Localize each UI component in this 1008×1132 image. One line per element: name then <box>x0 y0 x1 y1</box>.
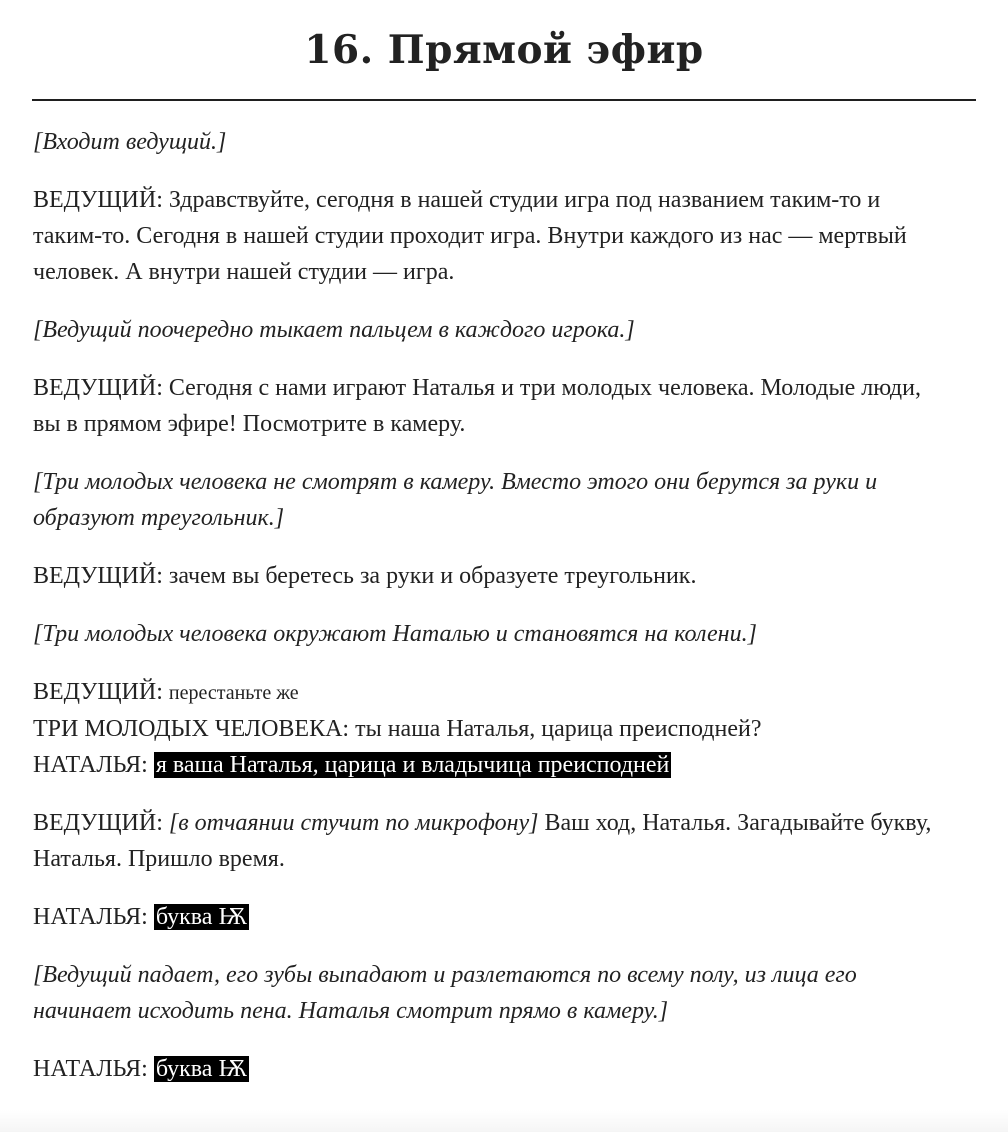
title-divider <box>32 99 976 101</box>
speaker-name: ВЕДУЩИЙ: <box>33 187 163 213</box>
page-title: 16. Прямой эфир <box>304 27 704 73</box>
stage-direction: [Входит ведущий.] <box>33 129 227 155</box>
dialogue-text: Ваш ход, Наталья. Загадывайте букву, Наталья. Пришло время. <box>33 810 932 872</box>
stage-direction: [Три молодых человека не смотрят в камеру. Вместо этого они берутся за руки и образуют треугольник.] <box>33 469 878 531</box>
highlighted-text: буква Ѭ <box>155 904 248 930</box>
speaker-name: НАТАЛЬЯ: <box>33 904 148 930</box>
dialogue-line <box>33 370 953 442</box>
inline-direction: [в отчаянии стучит по микрофону] <box>168 810 539 836</box>
dialogue-text: зачем вы беретесь за руки и образуете треугольник. <box>168 563 697 589</box>
speaker-name: ТРИ МОЛОДЫХ ЧЕЛОВЕКА: <box>33 716 350 742</box>
speaker-name: НАТАЛЬЯ: <box>33 1056 148 1082</box>
stage-direction: [Ведущий падает, его зубы выпадают и разлетаются по всему полу, из лица его начинает исходить пена. Наталья смотрит прямо в камеру.] <box>33 962 857 1024</box>
dialogue-text: Сегодня с нами играют Наталья и три молодых человека. Молодые люди, вы в прямом эфире! Посмотрите в камеру. <box>33 375 921 437</box>
bottom-fade <box>0 1110 1008 1132</box>
script-body <box>33 124 953 1109</box>
dialogue-line <box>33 558 953 594</box>
dialogue-text: перестаньте же <box>168 682 299 704</box>
speaker-name: ВЕДУЩИЙ: <box>33 375 163 401</box>
highlighted-text: буква Ѭ <box>155 1056 248 1082</box>
dialogue-line <box>33 711 953 747</box>
dialogue-text: ты наша Наталья, царица преисподней? <box>355 716 762 742</box>
dialogue-text: Здравствуйте, сегодня в нашей студии игра под названием таким-то и таким-то. Сегодня в нашей студии проходит игра. Внутри каждого из нас — мертвый человек. А внутри нашей студии — игра. <box>33 187 907 285</box>
highlighted-text: я ваша Наталья, царица и владычица преисподней <box>155 752 670 778</box>
dialogue-line <box>33 674 953 711</box>
dialogue-line <box>33 182 953 290</box>
dialogue-line <box>33 899 953 935</box>
dialogue-line <box>33 747 953 783</box>
stage-direction: [Три молодых человека окружают Наталью и становятся на колени.] <box>33 621 757 647</box>
dialogue-line <box>33 1051 953 1087</box>
speaker-name: НАТАЛЬЯ: <box>33 752 148 778</box>
stage-direction: [Ведущий поочередно тыкает пальцем в каждого игрока.] <box>33 317 635 343</box>
speaker-name: ВЕДУЩИЙ: <box>33 563 163 589</box>
speaker-name: ВЕДУЩИЙ: <box>33 679 163 705</box>
speaker-name: ВЕДУЩИЙ: <box>33 810 163 836</box>
dialogue-line <box>33 805 953 877</box>
